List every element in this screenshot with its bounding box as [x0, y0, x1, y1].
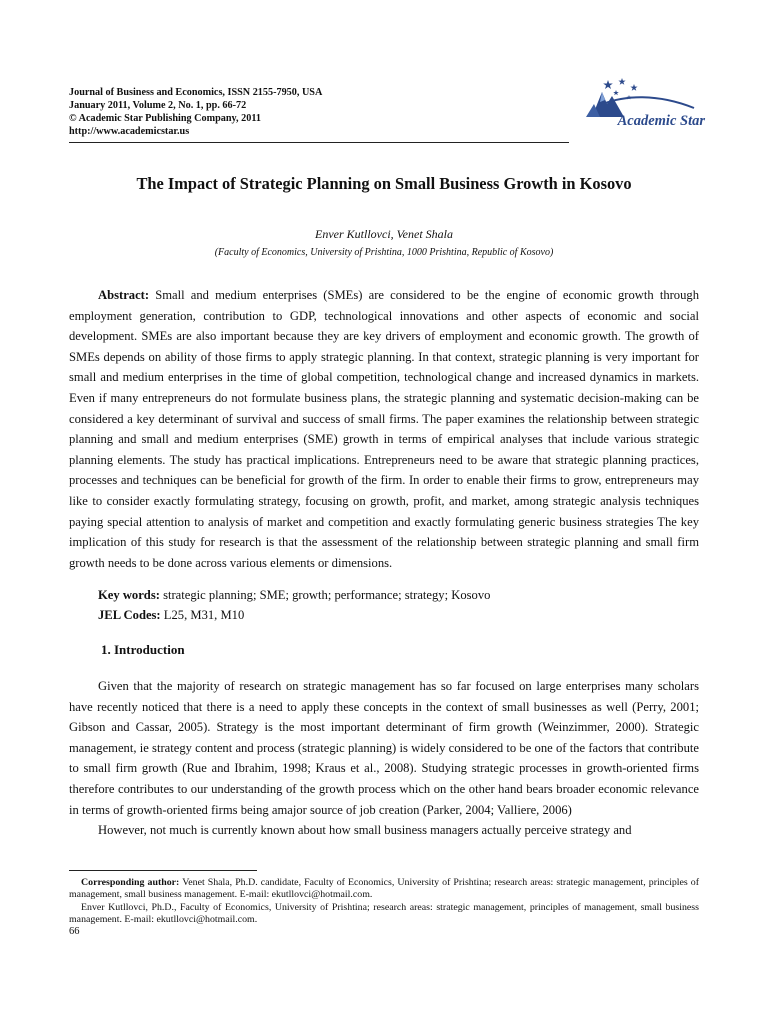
keywords-line	[98, 588, 490, 603]
academic-star-logo	[574, 74, 704, 144]
corresponding-author-label: Corresponding author:	[81, 877, 180, 888]
copyright-line: © Academic Star Publishing Company, 2011	[69, 113, 261, 124]
introduction-paragraph-1: Given that the majority of research on strategic management has so far focused on large enterprises many scholars have recently noticed that there is a need to apply these concepts in the context of small businesses as well (Perry, 2001; Gibson and Cassar, 2005). Strategy is the most important determinant of firm growth (Weinzimmer, 2000). Strategic management, ie strategy content and process (strategic planning) is widely considered to be one of the factors that contribute to small firm growth (Rue and Ibrahim, 1998; Kraus et al., 2008). Studying strategic processes in growth-oriented firms therefore contributes to our understanding of the growth process which on the other hand bears broader economic relevance in terms of growth-oriented firms being amajor source of job creation (Parker, 2004; Valliere, 2006)	[69, 679, 699, 817]
url-line: http://www.academicstar.us	[69, 126, 190, 137]
second-author-note: Enver Kutllovci, Ph.D., Faculty of Economics, University of Prishtina; research areas: strategic management, principles of management, small business management. E-mail: ekutllovci@hotmail.com.	[69, 901, 699, 925]
journal-info	[69, 86, 322, 138]
corresponding-author-text: Venet Shala, Ph.D. candidate, Faculty of Economics, University of Prishtina; research areas: strategic management, principles of management, small business management. E-mail: ekutllovci@hotmail.com.	[69, 877, 700, 901]
jel-codes-text: L25, M31, M10	[160, 608, 245, 622]
jel-codes-line	[98, 608, 244, 623]
keywords-label: Key words:	[98, 588, 160, 602]
logo-mark-icon	[574, 74, 704, 118]
journal-header	[69, 86, 705, 144]
jel-codes-label: JEL Codes:	[98, 608, 161, 622]
introduction-body	[69, 676, 699, 841]
abstract-paragraph	[69, 285, 699, 573]
footnotes	[69, 877, 699, 926]
issue-line: January 2011, Volume 2, No. 1, pp. 66-72	[69, 100, 247, 111]
article-authors: Enver Kutllovci, Venet Shala	[315, 227, 453, 241]
keywords-text: strategic planning; SME; growth; performance; strategy; Kosovo	[159, 588, 491, 602]
page-number: 66	[69, 926, 80, 937]
header-divider	[69, 142, 569, 143]
introduction-heading: 1. Introduction	[101, 642, 185, 657]
abstract-label: Abstract:	[98, 288, 150, 302]
article-title: The Impact of Strategic Planning on Small Business Growth in Kosovo	[136, 174, 632, 193]
introduction-paragraph-2: However, not much is currently known about how small business managers actually perceive strategy and	[98, 823, 632, 838]
abstract-text: Small and medium enterprises (SMEs) are considered to be the engine of economic growth through employment generation, contribution to GDP, technological innovations and other aspects of economic and social development. SMEs are also important because they are key drivers of employment and economic growth. The growth of SMEs depends on ability of those firms to apply strategic planning. In that context, strategic planning is very important for small and medium enterprises in the time of global competition, technological change and increased dynamics in markets. Even if many entrepreneurs do not formulate business plans, the strategic planning and systematic decision-making can be considered a key determinant of survival and success of small firms. The paper examines the relationship between strategic planning and small and medium enterprises (SME) growth in terms of empirical analyses that include various strategic planning elements. The study has practical implications. Entrepreneurs need to be aware that strategic planning practices, processes and techniques can be beneficial for growth of the firm. In order to enable their firms to grow, entrepreneurs may like to consider exactly formulating strategy, focusing on growth, profit, and market, among strategic analysis techniques paying special attention to analysis of market and competition and exactly formulating generic business strategies The key implication of this study for research is that the assessment of the relationship between strategic planning and small firm growth needs to be done across various elements or dimensions.	[69, 288, 699, 570]
journal-line: Journal of Business and Economics, ISSN 2155-7950, USA	[69, 87, 323, 98]
corresponding-author-note	[69, 877, 699, 902]
footnote-divider	[69, 870, 257, 871]
logo-wordmark: Academic Star	[617, 113, 705, 129]
article-affiliation: (Faculty of Economics, University of Prishtina, 1000 Prishtina, Republic of Kosovo)	[214, 247, 554, 258]
abstract	[69, 285, 699, 573]
